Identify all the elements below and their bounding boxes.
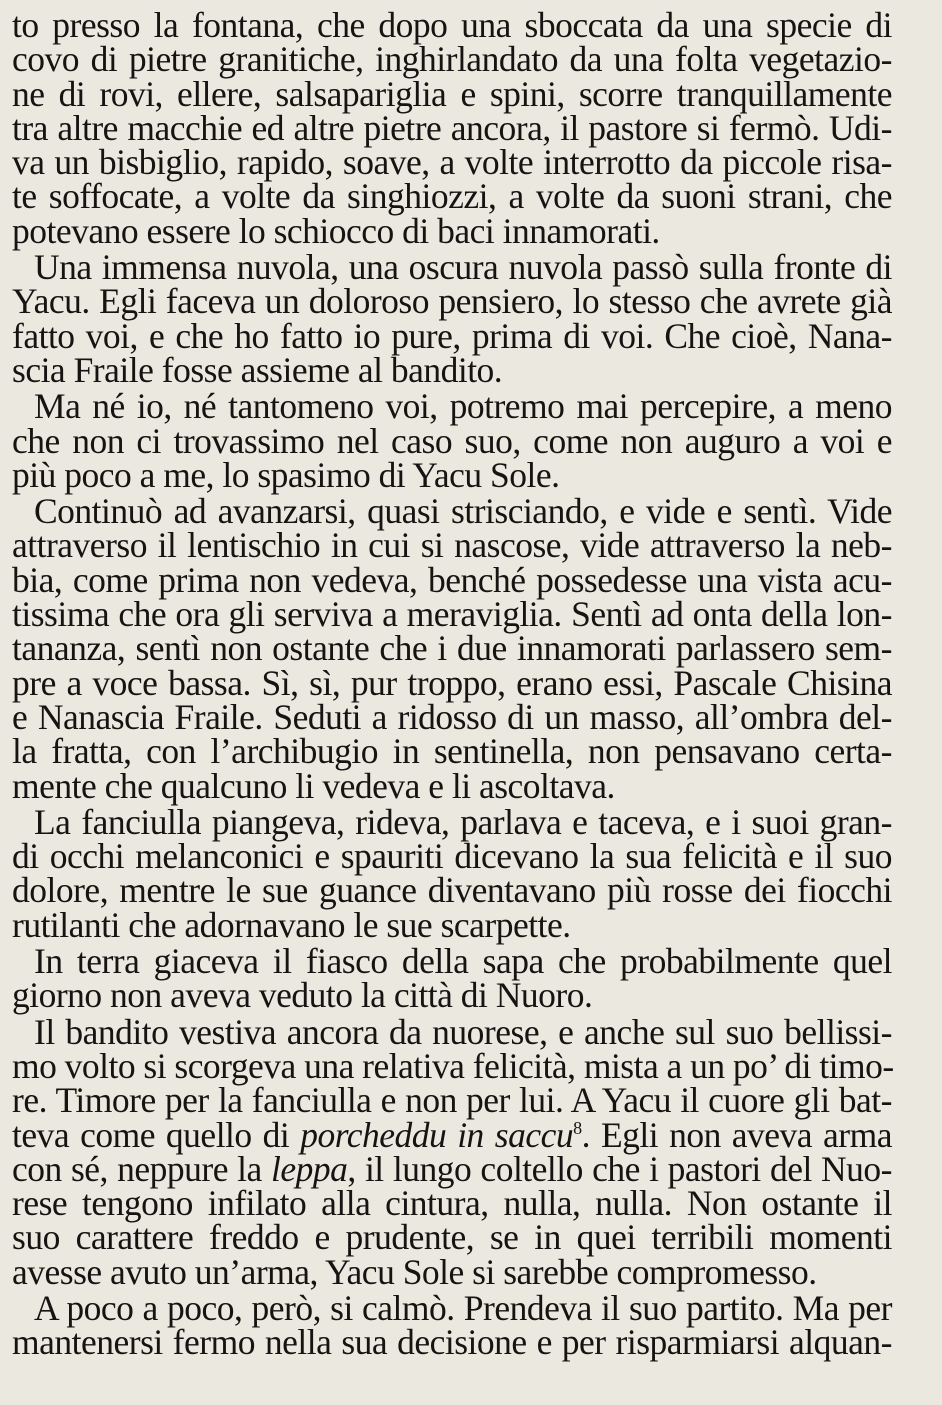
paragraph-2 xyxy=(12,247,892,390)
text-line: covo di pietre granitiche, inghirlandato da una folta vegetazio- xyxy=(12,39,892,80)
text-run: , il lungo coltello che i pastori del Nuo- xyxy=(347,1148,892,1189)
text-line: tra altre macchie ed altre pietre ancora, il pastore si fermò. Udi- xyxy=(12,107,892,148)
text-line: to presso la fontana, che dopo una sboccata da una specie di xyxy=(12,5,892,45)
paragraph-7 xyxy=(12,1011,894,1292)
text-line: suo carattere freddo e prudente, se in quei terribili momenti xyxy=(12,1217,892,1258)
text-line: va un bisbiglio, rapido, soave, a volte interrotto da piccole risa- xyxy=(12,142,892,183)
text-line xyxy=(12,1148,892,1189)
text-line xyxy=(12,1114,892,1155)
text-run: teva come quello di xyxy=(12,1114,301,1155)
text-line: rutilanti che adornavano le sue scarpette. xyxy=(12,904,571,945)
text-line: avesse avuto un’arma, Yacu Sole si sarebbe compromesso. xyxy=(12,1251,817,1292)
paragraph-6 xyxy=(12,941,892,1016)
text-line: fatto voi, e che ho fatto io pure, prima di voi. Che cioè, Nana- xyxy=(12,315,892,356)
text-line: la fratta, con l’archibugio in sentinella, non pensavano certa- xyxy=(12,731,892,772)
text-line: re. Timore per la fanciulla e non per lui. A Yacu il cuore gli bat- xyxy=(12,1080,892,1121)
italic-phrase: porcheddu in saccu xyxy=(300,1114,574,1155)
text-run: . Egli non aveva arma xyxy=(581,1114,892,1155)
text-line: più poco a me, lo spasimo di Yacu Sole. xyxy=(12,454,560,495)
italic-word: leppa xyxy=(270,1148,348,1189)
text-line: pre a voce bassa. Sì, sì, pur troppo, erano essi, Pascale Chisina xyxy=(12,662,892,703)
text-line: te soffocate, a volte da singhiozzi, a volte da suoni strani, che xyxy=(12,176,892,217)
text-line: mo volto si scorgeva una relativa felicità, mista a un po’ di timo- xyxy=(12,1045,894,1086)
paragraph-5 xyxy=(12,801,892,945)
text-line: Il bandito vestiva ancora da nuorese, e anche sul suo bellissi- xyxy=(34,1011,892,1052)
text-run: con sé, neppure la xyxy=(12,1148,271,1189)
text-line: Continuò ad avanzarsi, quasi strisciando, e vide e sentì. Vide xyxy=(34,491,892,532)
text-line: mantenersi fermo nella sua decisione e per risparmiarsi alquan- xyxy=(12,1322,892,1363)
text-line: tananza, sentì non ostante che i due innamorati parlassero sem- xyxy=(12,628,892,669)
text-line: tissima che ora gli serviva a meraviglia. Sentì ad onta della lon- xyxy=(12,594,892,635)
text-line: e Nanascia Fraile. Seduti a ridosso di un masso, all’ombra del- xyxy=(12,696,892,737)
paragraph-8 xyxy=(12,1287,892,1363)
page-text xyxy=(12,5,894,1363)
text-line: La fanciulla piangeva, rideva, parlava e taceva, e i suoi gran- xyxy=(34,801,892,842)
text-line: Ma né io, né tantomeno voi, potremo mai percepire, a meno xyxy=(34,386,892,427)
text-line: che non ci trovassimo nel caso suo, come non auguro a voi e xyxy=(12,420,892,461)
text-line: In terra giaceva il fiasco della sapa che probabilmente quel xyxy=(34,941,892,982)
text-line: di occhi melanconici e spauriti dicevano la sua felicità e il suo xyxy=(12,836,892,877)
text-line: Yacu. Egli faceva un doloroso pensiero, lo stesso che avrete già xyxy=(12,281,892,322)
text-line: rese tengono infilato alla cintura, nulla, nulla. Non ostante il xyxy=(12,1183,892,1224)
text-line: scia Fraile fosse assieme al bandito. xyxy=(12,349,503,390)
paragraph-4 xyxy=(12,491,892,806)
text-line: attraverso il lentischio in cui si nascose, vide attraverso la neb- xyxy=(12,525,892,566)
text-line: dolore, mentre le sue guance diventavano più rosse dei fiocchi xyxy=(12,870,892,911)
text-line: giorno non aveva veduto la città di Nuoro. xyxy=(12,975,593,1016)
paragraph-1 xyxy=(12,5,892,251)
text-line: potevano essere lo schiocco di baci innamorati. xyxy=(12,210,660,251)
paragraph-3 xyxy=(12,386,892,495)
text-line: A poco a poco, però, si calmò. Prendeva il suo partito. Ma per xyxy=(34,1287,892,1328)
text-line: ne di rovi, ellere, salsapariglia e spini, scorre tranquillamente xyxy=(12,73,892,114)
text-line: bia, come prima non vedeva, benché possedesse una vista acu- xyxy=(12,559,892,600)
footnote-marker: 8 xyxy=(573,1117,582,1138)
text-line: mente che qualcuno li vedeva e li ascoltava. xyxy=(12,765,615,806)
text-line: Una immensa nuvola, una oscura nuvola passò sulla fronte di xyxy=(34,247,892,288)
